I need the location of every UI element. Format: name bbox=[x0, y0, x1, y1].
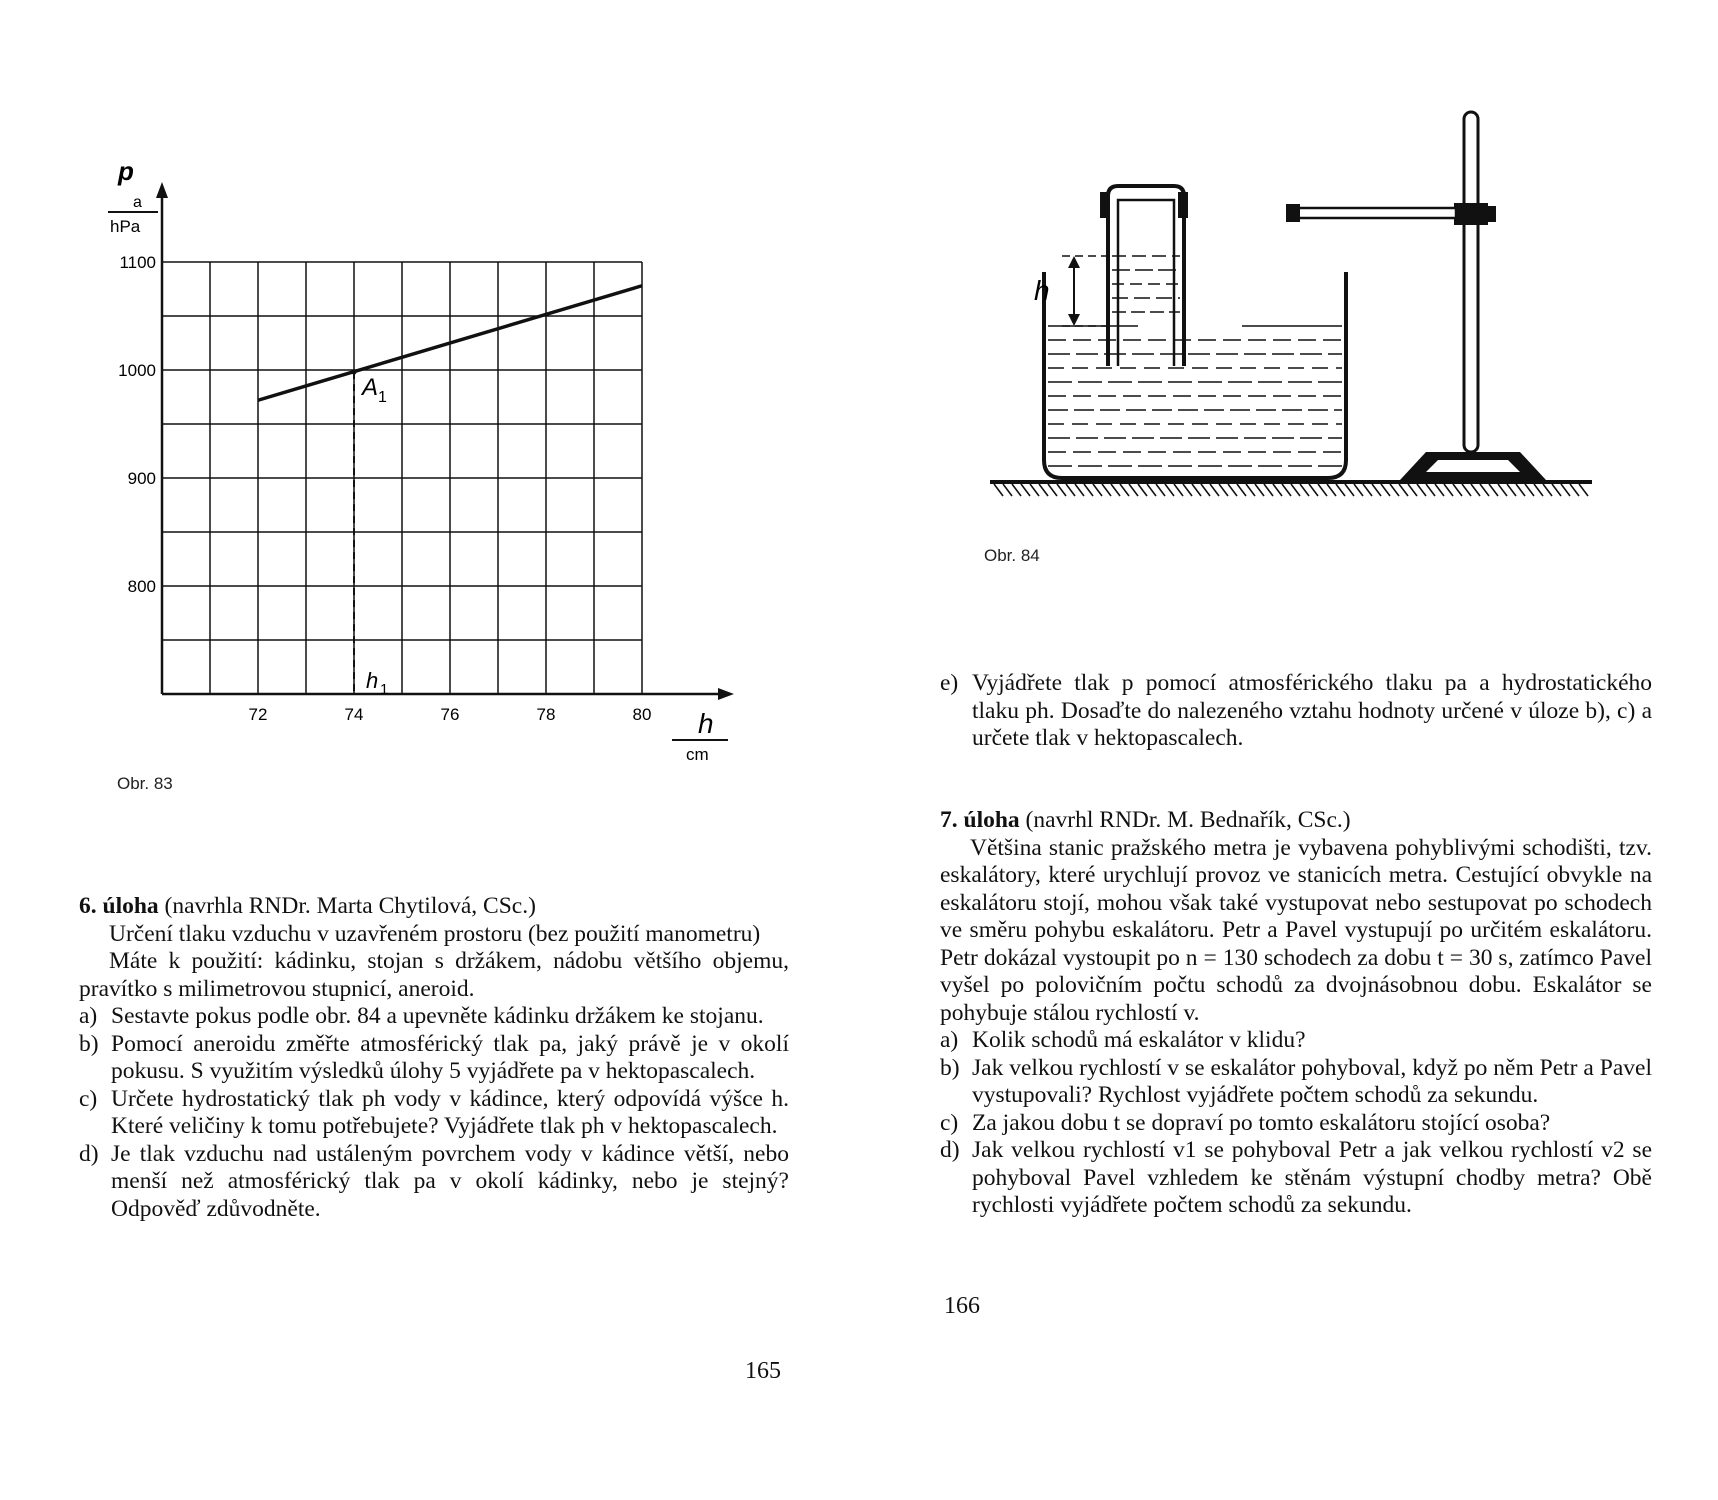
task-7-items bbox=[940, 1027, 1652, 1220]
item-marker: a) bbox=[940, 1027, 959, 1053]
y-tick-label: 1100 bbox=[119, 253, 156, 272]
item-marker: e) bbox=[940, 670, 959, 696]
task-6-item-b bbox=[79, 1031, 789, 1086]
item-marker: d) bbox=[79, 1140, 99, 1167]
task-6-tools: Máte k použití: kádinku, stojan s držákem, nádobu většího objemu, pravítko s milimetrovou stupnicí, aneroid. bbox=[79, 948, 789, 1002]
task-6-author: (navrhla RNDr. Marta Chytilová, CSc.) bbox=[158, 893, 536, 919]
task-6-item-d bbox=[79, 1141, 789, 1224]
outer-vessel bbox=[1044, 272, 1346, 478]
x-tick-label: 76 bbox=[440, 705, 460, 724]
task-7-intro: Většina stanic pražského metra je vybavena pohyblivými schodišti, tzv. eskalátory, které urychlují provoz ve stanicích metra. Cestující obvykle na eskalátoru stojí, mohou však také vystupovat nebo sestupovat po schodech ve směru pohybu eskalátoru. Petr a Pavel vystupují po určitém eskalátoru. Petr dokázal vystoupit po n = 130 schodech za dobu t = 30 s, zatímco Pavel vyšel po polovičním počtu schodů za dvojnásobnou dobu. Eskalátor se pohybuje stálou rychlostí v. bbox=[940, 834, 1652, 1026]
y-tick-label: 900 bbox=[127, 469, 156, 488]
inner-beaker bbox=[1108, 186, 1184, 366]
item-text: Kolik schodů má eskalátor v klidu? bbox=[972, 1027, 1306, 1053]
ground-hatch bbox=[994, 484, 1588, 496]
x-tick-label: 80 bbox=[632, 705, 652, 724]
task-6-items bbox=[79, 1003, 789, 1223]
item-text: Určete hydrostatický tlak ph vody v kádince, který odpovídá výšce h. Které veličiny k tomu potřebujete? Vyjádřete tlak ph v hektopascalech. bbox=[111, 1085, 789, 1139]
task-6-number: 6. úloha bbox=[79, 893, 159, 919]
beaker-water-lines bbox=[1112, 256, 1180, 312]
task-6-heading bbox=[79, 893, 789, 921]
item-marker: b) bbox=[940, 1054, 960, 1081]
stand-rod bbox=[1464, 112, 1478, 452]
task-6-item-c bbox=[79, 1086, 789, 1141]
h-dimension-label: h bbox=[1034, 275, 1050, 306]
y-tick-label: 800 bbox=[127, 577, 156, 596]
task-7-number: 7. úloha bbox=[940, 807, 1020, 833]
figure-84-caption: Obr. 84 bbox=[984, 546, 1040, 565]
item-marker: c) bbox=[940, 1109, 959, 1136]
point-a1-marker bbox=[352, 370, 357, 375]
task-7-item-c bbox=[940, 1110, 1652, 1138]
item-text: Je tlak vzduchu nad ustáleným povrchem vody v kádince větší, nebo menší než atmosférický tlak pa v okolí kádinky, nebo je stejný? Odpověď zdůvodněte. bbox=[111, 1140, 789, 1222]
task-7-heading bbox=[940, 807, 1652, 835]
h1-subscript: 1 bbox=[380, 681, 389, 698]
figure-83-caption: Obr. 83 bbox=[117, 774, 173, 793]
item-marker: d) bbox=[940, 1137, 960, 1163]
h1-label: h bbox=[366, 668, 379, 693]
y-tick-label: 1000 bbox=[118, 361, 156, 380]
point-a1-subscript: 1 bbox=[378, 389, 387, 406]
item-text: Pomocí aneroidu změřte atmosférický tlak pa, jaký právě je v okolí pokusu. S využitím výsledků úlohy 5 vyjádřete pa v hektopascalech. bbox=[111, 1030, 789, 1084]
item-marker: c) bbox=[79, 1085, 98, 1112]
task-7-item-b bbox=[940, 1055, 1652, 1110]
page-number-left: 165 bbox=[745, 1358, 781, 1384]
x-axis-unit: cm bbox=[686, 745, 709, 764]
y-axis-arrow bbox=[156, 182, 168, 198]
task-7-item-d bbox=[940, 1137, 1652, 1220]
water-level-lines bbox=[1048, 326, 1342, 466]
task-7-author: (navrhl RNDr. M. Bednařík, CSc.) bbox=[1019, 807, 1351, 833]
x-axis-arrow bbox=[718, 688, 734, 700]
task-7-item-a bbox=[940, 1027, 1652, 1055]
x-tick-label: 72 bbox=[248, 705, 268, 724]
item-text: Jak velkou rychlostí v1 se pohyboval Petr a jak velkou rychlostí v2 se pohyboval Pavel vzhledem ke stěnám výstupní chodby metra? Obě rychlosti vyjádřete počtem schodů za sekundu. bbox=[972, 1137, 1652, 1218]
clamp-arm bbox=[1298, 208, 1456, 218]
chart-tick-labels bbox=[118, 253, 651, 724]
point-a1-label: A bbox=[362, 374, 379, 401]
item-text: Sestavte pokus podle obr. 84 a upevněte kádinku držákem ke stojanu. bbox=[111, 1003, 764, 1029]
task-6-item-a bbox=[79, 1003, 789, 1031]
task-6 bbox=[79, 893, 789, 1223]
item-text: Jak velkou rychlostí v se eskalátor pohyboval, když po něm Petr a Pavel vystupovali? Rychlost vyjádřete počtem schodů za sekundu. bbox=[972, 1054, 1652, 1108]
y-axis-symbol: p bbox=[118, 156, 134, 186]
task-6-intro: Určení tlaku vzduchu v uzavřeném prostoru (bez použití manometru) bbox=[109, 920, 761, 947]
x-tick-label: 78 bbox=[536, 705, 556, 724]
y-axis-unit: hPa bbox=[110, 217, 141, 236]
item-e bbox=[940, 670, 1652, 753]
x-tick-label: 74 bbox=[344, 705, 364, 724]
pressure-height-chart bbox=[90, 156, 750, 764]
task-7 bbox=[940, 807, 1652, 1220]
clamp bbox=[1454, 203, 1488, 225]
y-axis-subscript: a bbox=[133, 194, 142, 211]
task-6-item-e bbox=[940, 670, 1652, 753]
item-marker: a) bbox=[79, 1003, 98, 1029]
item-text: Vyjádřete tlak p pomocí atmosférického tlaku pa a hydrostatického tlaku ph. Dosaďte do nalezeného vztahu hodnoty určené v úloze b), c) a určete tlak v hektopascalech. bbox=[972, 670, 1652, 751]
apparatus-figure bbox=[980, 100, 1600, 520]
chart-axes bbox=[156, 182, 734, 700]
page-number-right: 166 bbox=[944, 1293, 980, 1319]
item-text: Za jakou dobu t se dopraví po tomto eskalátoru stojící osoba? bbox=[972, 1109, 1551, 1136]
chart-grid bbox=[162, 262, 642, 694]
item-marker: b) bbox=[79, 1030, 99, 1057]
x-axis-symbol: h bbox=[698, 708, 714, 739]
